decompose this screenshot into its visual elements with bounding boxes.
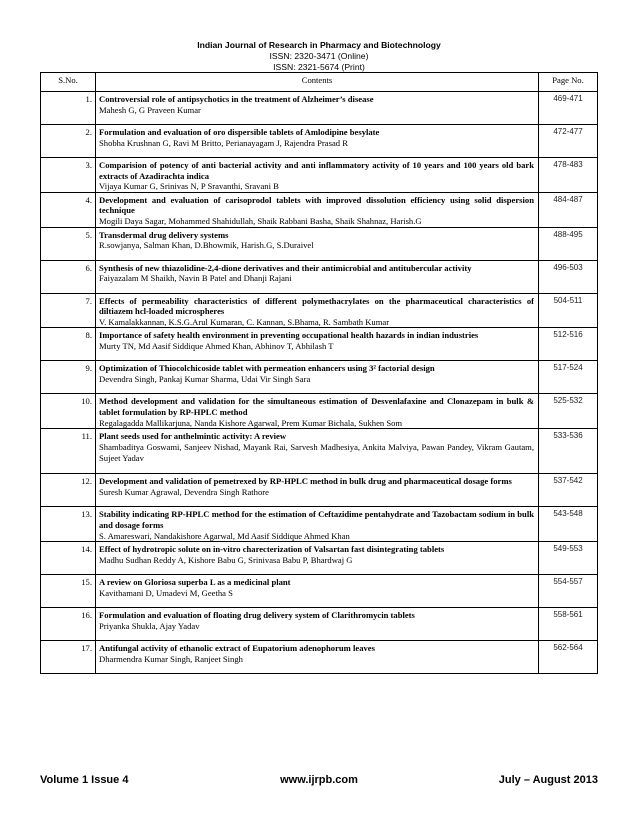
article-number: 15. xyxy=(41,575,96,608)
article-authors: Priyanka Shukla, Ajay Yadav xyxy=(99,620,200,631)
article-entry xyxy=(96,641,539,674)
column-header-contents: Contents xyxy=(96,73,539,92)
article-pages: 496-503 xyxy=(539,260,598,293)
article-authors: Faiyazalam M Shaikh, Navin B Patel and Dhanji Rajani xyxy=(99,273,292,284)
article-authors: Suresh Kumar Agrawal, Devendra Singh Rathore xyxy=(99,486,269,497)
article-title[interactable]: Method development and validation for the simultaneous estimation of Desvenlafaxine and Clonazepam in bulk & tablet formulation by RP-HPLC method xyxy=(99,396,534,417)
article-title[interactable]: Optimization of Thiocolchicoside tablet with permeation enhancers using 3² factorial design xyxy=(99,363,435,374)
article-pages: 525-532 xyxy=(539,394,598,429)
article-authors: R.sowjanya, Salman Khan, D.Bhowmik, Harish.G, S.Duraivel xyxy=(99,240,314,251)
article-number: 6. xyxy=(41,260,96,293)
column-header-sno: S.No. xyxy=(41,73,96,92)
article-entry xyxy=(96,260,539,293)
article-entry xyxy=(96,394,539,429)
article-entry xyxy=(96,474,539,507)
article-row xyxy=(41,125,598,158)
article-number: 16. xyxy=(41,608,96,641)
article-title[interactable]: Controversial role of antipsychotics in the treatment of Alzheimer’s disease xyxy=(99,94,374,104)
article-entry xyxy=(96,92,539,125)
journal-title: Indian Journal of Research in Pharmacy and Biotechnology xyxy=(197,40,441,50)
footer-website[interactable]: www.ijrpb.com xyxy=(280,774,358,786)
article-pages: 562-564 xyxy=(539,641,598,674)
article-pages: 512-516 xyxy=(539,328,598,361)
article-pages: 472-477 xyxy=(539,125,598,158)
article-row xyxy=(41,227,598,260)
article-row xyxy=(41,542,598,575)
article-number: 4. xyxy=(41,192,96,227)
article-title[interactable]: Synthesis of new thiazolidine-2,4-dione derivatives and their antimicrobial and antitubercular activity xyxy=(99,262,472,273)
article-number: 2. xyxy=(41,125,96,158)
article-authors: Vijaya Kumar G, Srinivas N, P Sravanthi, Sravani B xyxy=(99,181,279,192)
contents-table xyxy=(40,72,598,674)
article-title[interactable]: A review on Gloriosa superba L as a medicinal plant xyxy=(99,577,291,588)
table-header-row xyxy=(41,73,598,92)
article-number: 12. xyxy=(41,474,96,507)
article-number: 10. xyxy=(41,394,96,429)
article-title[interactable]: Comparision of potency of anti bacterial activity and anti inflammatory activity of 10 years and 100 years old bark extracts of Azadirachta indica xyxy=(99,160,534,181)
journal-header xyxy=(0,40,638,73)
article-entry xyxy=(96,429,539,474)
footer-volume: Volume 1 Issue 4 xyxy=(40,774,129,786)
article-entry xyxy=(96,125,539,158)
article-row xyxy=(41,92,598,125)
article-row xyxy=(41,507,598,542)
article-row xyxy=(41,192,598,227)
article-title[interactable]: Formulation and evaluation of oro dispersible tablets of Amlodipine besylate xyxy=(99,127,380,137)
column-header-page: Page No. xyxy=(539,73,598,92)
article-authors: S. Amareswari, Nandakishore Agarwal, Md Aasif Siddique Ahmed Khan xyxy=(99,530,350,541)
article-authors: Shobha Krushnan G, Ravi M Britto, Perianayagam J, Rajendra Prasad R xyxy=(99,137,348,148)
article-pages: 478-483 xyxy=(539,158,598,193)
article-authors: Dharmendra Kumar Singh, Ranjeet Singh xyxy=(99,653,243,664)
article-entry xyxy=(96,575,539,608)
article-pages: 469-471 xyxy=(539,92,598,125)
article-pages: 549-553 xyxy=(539,542,598,575)
article-entry xyxy=(96,328,539,361)
article-title[interactable]: Plant seeds used for anthelmintic activity: A review xyxy=(99,431,287,442)
article-row xyxy=(41,641,598,674)
article-pages: 558-561 xyxy=(539,608,598,641)
article-row xyxy=(41,429,598,474)
article-authors: V. Kamalakkannan, K.S.G.Arul Kumaran, C. Kannan, S.Bhama, R. Sambath Kumar xyxy=(99,316,390,327)
article-authors: Murty TN, Md Aasif Siddique Ahmed Khan, Abhinov T, Abhilash T xyxy=(99,340,334,351)
article-authors: Madhu Sudhan Reddy A, Kishore Babu G, Srinivasa Babu P, Bhardwaj G xyxy=(99,554,353,565)
article-authors: Kavithamani D, Umadevi M, Geetha S xyxy=(99,587,233,598)
article-number: 11. xyxy=(41,429,96,474)
article-row xyxy=(41,394,598,429)
article-pages: 484-487 xyxy=(539,192,598,227)
article-title[interactable]: Effects of permeability characteristics of different polymethacrylates on the pharmaceutical characteristics of diltiazem hcl-loaded microspheres xyxy=(99,295,534,317)
article-number: 5. xyxy=(41,227,96,260)
article-number: 13. xyxy=(41,507,96,542)
article-number: 17. xyxy=(41,641,96,674)
article-pages: 488-495 xyxy=(539,227,598,260)
article-row xyxy=(41,361,598,394)
article-number: 3. xyxy=(41,158,96,193)
article-row xyxy=(41,293,598,328)
article-title[interactable]: Stability indicating RP-HPLC method for the estimation of Ceftazidime pentahydrate and Tazobactam sodium in bulk and dosage forms xyxy=(99,509,534,530)
issn-online: ISSN: 2320-3471 (Online) xyxy=(269,51,369,61)
page-footer xyxy=(40,774,598,788)
article-title[interactable]: Transdermal drug delivery systems xyxy=(99,229,229,240)
article-title[interactable]: Effect of hydrotropic solute on in-vitro charecterization of Valsartan fast disintegrating tablets xyxy=(99,544,445,555)
footer-date: July – August 2013 xyxy=(498,774,598,786)
article-entry xyxy=(96,227,539,260)
article-authors: Shambaditya Goswami, Sanjeev Nishad, Mayank Rai, Sarvesh Madhesiya, Ankita Malviya, Pawan Pandey, Vikram Gautam, Sujeet Yadav xyxy=(99,441,534,463)
article-title[interactable]: Development and evaluation of carisoprodol tablets with improved dissolution efficiency using solid dispersion technique xyxy=(99,194,534,216)
article-title[interactable]: Formulation and evaluation of floating drug delivery system of Clarithromycin tablets xyxy=(99,610,415,621)
article-pages: 537-542 xyxy=(539,474,598,507)
article-entry xyxy=(96,507,539,542)
article-entry xyxy=(96,293,539,328)
article-row xyxy=(41,608,598,641)
article-row xyxy=(41,328,598,361)
article-row xyxy=(41,260,598,293)
article-authors: Mahesh G, G Praveen Kumar xyxy=(99,104,201,115)
article-entry xyxy=(96,361,539,394)
article-entry xyxy=(96,192,539,227)
article-pages: 543-548 xyxy=(539,507,598,542)
article-entry xyxy=(96,542,539,575)
article-authors: Mogili Daya Sagar, Mohammed Shahidullah, Shaik Rabbani Basha, Shaik Shahnaz, Harish.G xyxy=(99,215,422,226)
article-entry xyxy=(96,158,539,193)
article-pages: 517-524 xyxy=(539,361,598,394)
article-number: 9. xyxy=(41,361,96,394)
article-title[interactable]: Development and validation of pemetrexed by RP-HPLC method in bulk drug and pharmaceutical dosage forms xyxy=(99,476,512,487)
article-number: 1. xyxy=(41,92,96,125)
article-row xyxy=(41,575,598,608)
article-number: 7. xyxy=(41,293,96,328)
article-authors: Devendra Singh, Pankaj Kumar Sharma, Udai Vir Singh Sara xyxy=(99,373,311,384)
article-number: 8. xyxy=(41,328,96,361)
article-entry xyxy=(96,608,539,641)
article-authors: Regalagadda Mallikarjuna, Nanda Kishore Agarwal, Prem Kumar Bichala, Sukhen Som xyxy=(99,417,403,428)
article-pages: 504-511 xyxy=(539,293,598,328)
article-number: 14. xyxy=(41,542,96,575)
article-title[interactable]: Antifungal activity of ethanolic extract of Eupatorium adenophorum leaves xyxy=(99,643,375,654)
article-row xyxy=(41,158,598,193)
article-row xyxy=(41,474,598,507)
article-title[interactable]: Importance of safety health environment in preventing occupational health hazards in indian industries xyxy=(99,330,479,341)
article-pages: 554-557 xyxy=(539,575,598,608)
contents-table-body xyxy=(41,92,598,674)
issn-print: ISSN: 2321-5674 (Print) xyxy=(273,62,365,72)
article-pages: 533-536 xyxy=(539,429,598,474)
